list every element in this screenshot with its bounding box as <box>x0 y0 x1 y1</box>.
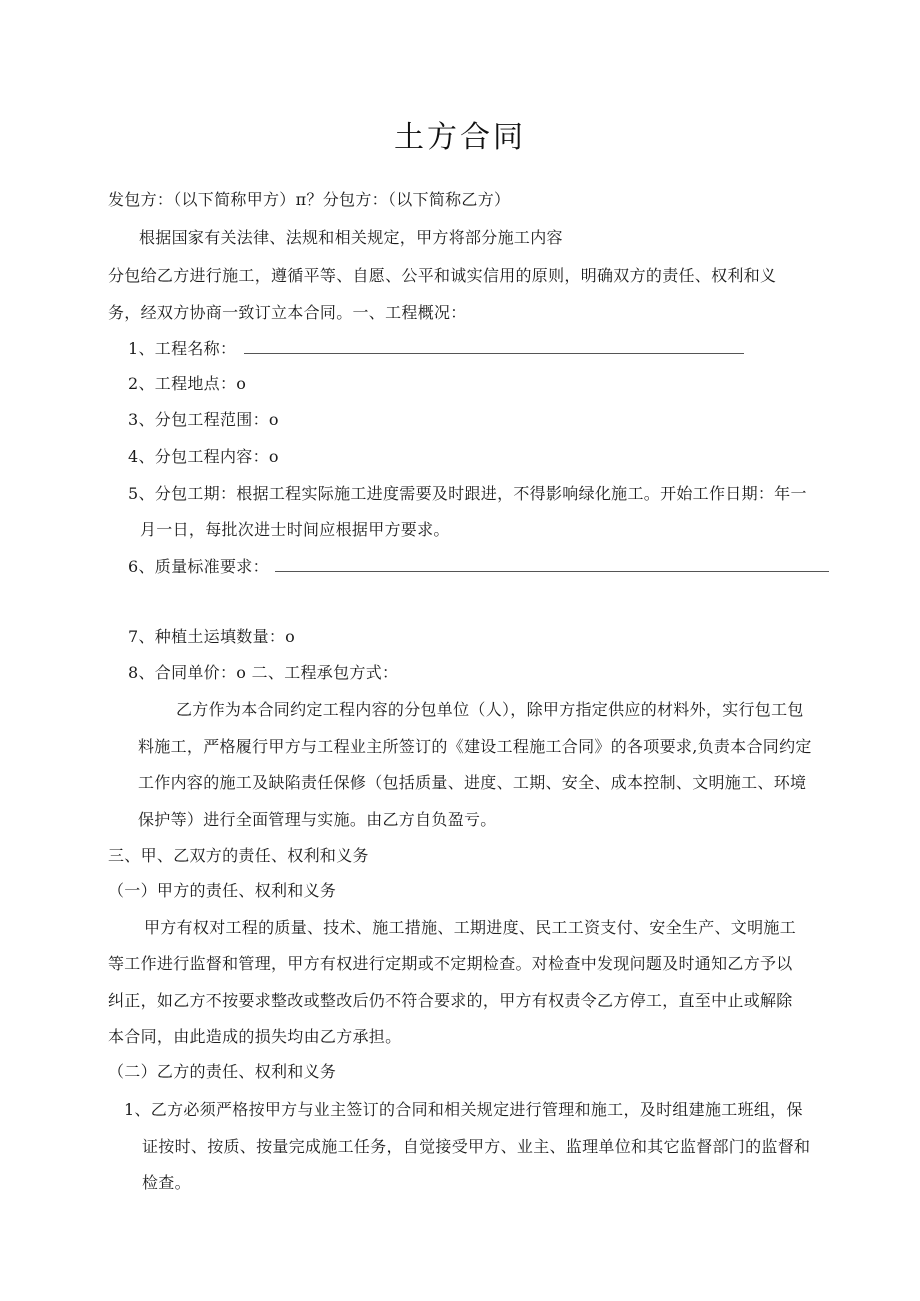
party-b-item-1-line-1: 1、乙方必须严格按甲方与业主签订的合同和相关规定进行管理和施工，及时组建施工班组，保 <box>124 1100 803 1119</box>
party-b-heading: （二）乙方的责任、权利和义务 <box>108 1062 337 1081</box>
overview-item-4: 4、分包工程内容：o <box>128 447 279 466</box>
intro-line-2: 分包给乙方进行施工，遵循平等、自愿、公平和诚实信用的原则，明确双方的责任、权利和义 <box>108 266 777 285</box>
parties-line: 发包方：（以下简称甲方）π？分包方：（以下简称乙方） <box>108 190 511 209</box>
party-b-item-1-line-3: 检查。 <box>142 1173 191 1192</box>
overview-item-6 <box>128 556 269 578</box>
party-b-item-1-line-2: 证按时、按质、按量完成施工任务，自觉接受甲方、业主、监理单位和其它监督部门的监督和 <box>142 1137 811 1156</box>
document-title: 土方合同 <box>394 120 526 155</box>
project-name-label: 1、工程名称： <box>128 339 237 358</box>
party-a-line-4: 本合同，由此造成的损失均由乙方承担。 <box>108 1027 402 1046</box>
quality-standard-label: 6、质量标准要求： <box>128 557 269 576</box>
contract-mode-line-2: 料施工，严格履行甲方与工程业主所签订的《建设工程施工合同》的各项要求,负责本合同约定 <box>138 737 812 756</box>
party-a-line-1: 甲方有权对工程的质量、技术、施工措施、工期进度、民工工资支付、安全生产、文明施工 <box>144 918 797 937</box>
project-name-blank[interactable] <box>244 339 744 354</box>
party-a-line-2: 等工作进行监督和管理，甲方有权进行定期或不定期检查。对检查中发现问题及时通知乙方予以 <box>108 954 793 973</box>
intro-line-1: 根据国家有关法律、法规和相关规定，甲方将部分施工内容 <box>139 228 563 247</box>
contract-mode-line-1: 乙方作为本合同约定工程内容的分包单位（人），除甲方指定供应的材料外，实行包工包 <box>176 700 804 719</box>
overview-item-3: 3、分包工程范围：o <box>128 410 279 429</box>
contract-mode-line-4: 保护等）进行全面管理与实施。由乙方自负盈亏。 <box>138 810 497 829</box>
contract-mode-line-3: 工作内容的施工及缺陷责任保修（包括质量、进度、工期、安全、成本控制、文明施工、环境 <box>138 773 807 792</box>
overview-item-1 <box>128 338 236 360</box>
overview-item-7: 7、种植土运填数量：o <box>128 627 296 646</box>
party-a-line-3: 纠正，如乙方不按要求整改或整改后仍不符合要求的，甲方有权责令乙方停工，直至中止或解除 <box>108 991 793 1010</box>
overview-item-8: 8、合同单价：o 二、工程承包方式： <box>128 663 399 682</box>
overview-item-2: 2、工程地点：o <box>128 374 247 393</box>
section-3-heading: 三、甲、乙双方的责任、权利和义务 <box>108 846 369 865</box>
intro-line-3: 务，经双方协商一致订立本合同。一、工程概况： <box>108 303 467 322</box>
overview-item-5-line-1: 5、分包工期：根据工程实际施工进度需要及时跟进，不得影响绿化施工。开始工作日期：年一 <box>128 484 807 503</box>
party-a-heading: （一）甲方的责任、权利和义务 <box>108 881 337 900</box>
quality-standard-blank[interactable] <box>275 557 829 572</box>
overview-item-5-line-2: 月一日，每批次进士时间应根据甲方要求。 <box>140 520 450 539</box>
